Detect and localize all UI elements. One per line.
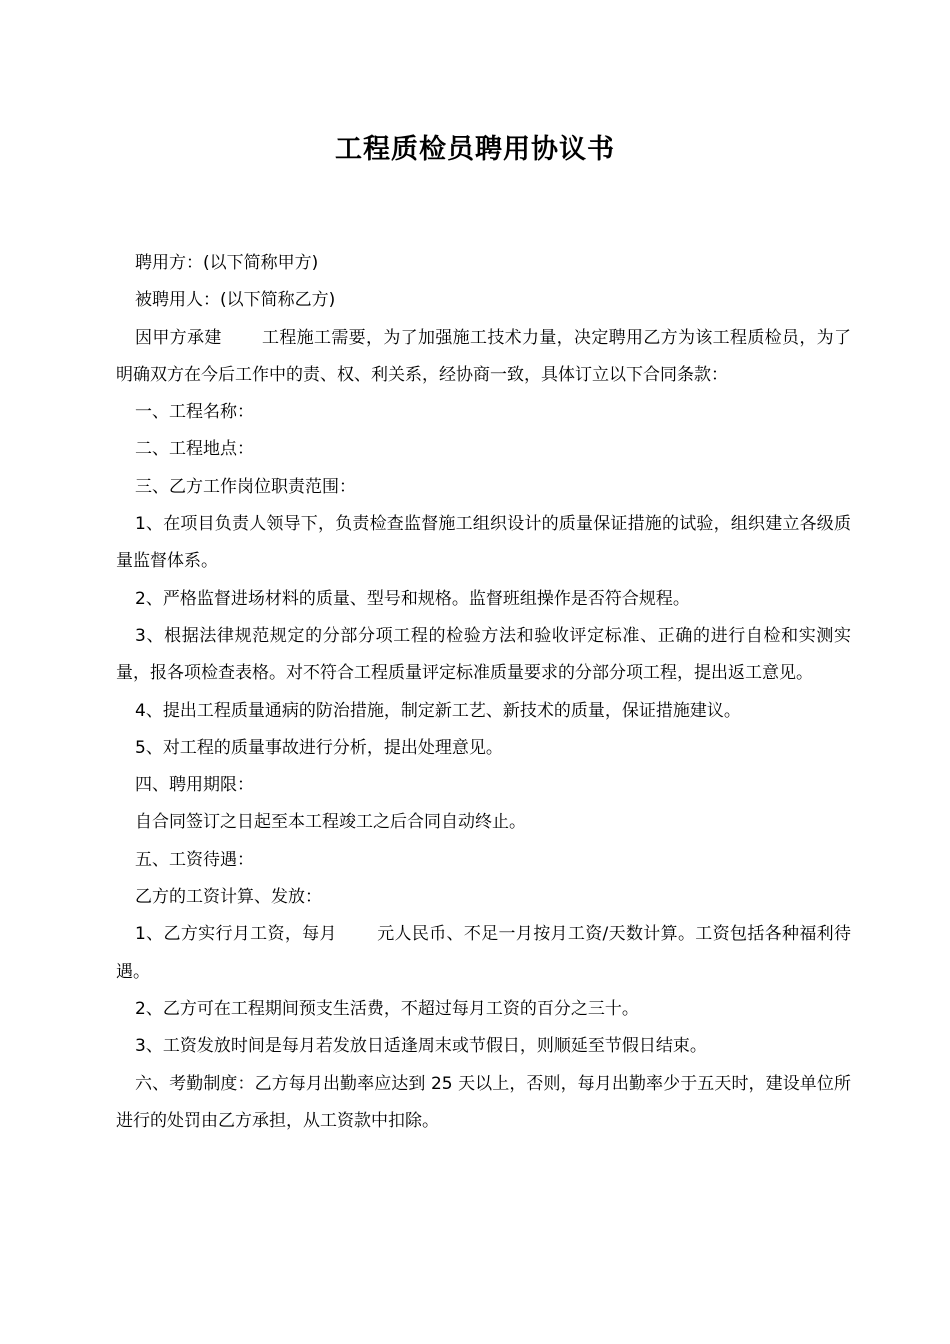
employee-line: 被聘用人：(以下简称乙方) bbox=[135, 290, 336, 311]
duty-item-5: 5、对工程的质量事故进行分析，提出处理意见。 bbox=[135, 737, 503, 758]
duty-item-3: 3、根据法律规范规定的分部分项工程的检验方法和验收评定标准、正确的进行自检和实测实量，报各项检查表格。对不符合工程质量评定标准质量要求的分部分项工程，提出返工意见。 bbox=[116, 625, 851, 684]
salary-item-1 bbox=[116, 916, 851, 991]
preamble-rest: 工程施工需要，为了加强施工技术力量，决定聘用乙方为该工程质检员，为了明确双方在今后工作中的责、权、利关系，经协商一致，具体订立以下合同条款： bbox=[116, 327, 852, 385]
section-attendance: 六、考勤制度：乙方每月出勤率应达到 25 天以上，否则，每月出勤率少于五天时，建设单位所进行的处罚由乙方承担，从工资款中扣除。 bbox=[116, 1073, 851, 1131]
section-project-location: 二、工程地点： bbox=[135, 439, 254, 460]
salary-item-3: 3、工资发放时间是每月若发放日适逢周末或节假日，则顺延至节假日结束。 bbox=[135, 1036, 707, 1057]
section-project-name: 一、工程名称： bbox=[135, 402, 254, 423]
salary-item-2: 2、乙方可在工程期间预支生活费，不超过每月工资的百分之三十。 bbox=[135, 998, 639, 1019]
duty-item-4: 4、提出工程质量通病的防治措施，制定新工艺、新技术的质量，保证措施建议。 bbox=[135, 700, 741, 721]
document-title: 工程质检员聘用协议书 bbox=[335, 134, 615, 165]
salary-item-1-start: 1、乙方实行月工资，每月 bbox=[135, 924, 337, 945]
preamble-start: 因甲方承建 bbox=[135, 327, 222, 348]
duty-item-2: 2、严格监督进场材料的质量、型号和规格。监督班组操作是否符合规程。 bbox=[135, 588, 690, 609]
duty-item-1: 1、在项目负责人领导下，负责检查监督施工组织设计的质量保证措施的试验，组织建立各级质量监督体系。 bbox=[116, 514, 851, 572]
preamble-paragraph bbox=[116, 320, 851, 395]
section-term: 四、聘用期限： bbox=[135, 775, 254, 796]
salary-intro: 乙方的工资计算、发放： bbox=[135, 887, 322, 908]
document-body bbox=[116, 245, 851, 1140]
section-duties: 三、乙方工作岗位职责范围： bbox=[135, 476, 356, 497]
salary-item-1-rest: 元人民币、不足一月按月工资/天数计算。工资包括各种福利待遇。 bbox=[116, 924, 851, 982]
section-salary: 五、工资待遇： bbox=[135, 849, 254, 870]
term-text: 自合同签订之日起至本工程竣工之后合同自动终止。 bbox=[135, 812, 526, 833]
employer-line: 聘用方：(以下简称甲方) bbox=[135, 253, 319, 273]
